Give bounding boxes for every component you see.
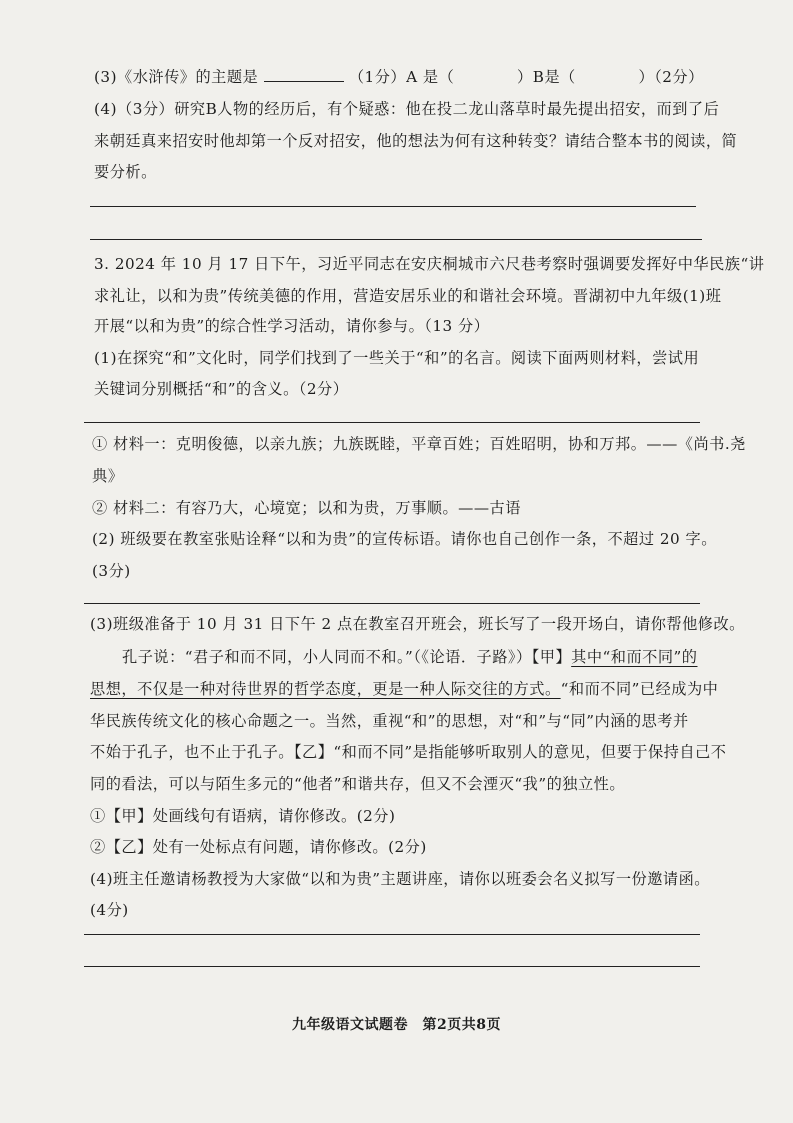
sub-question-2: ②【乙】处有一处标点有问题，请你修改。(2分) [90,838,427,856]
q2-part4-line1: (4)（3分）研究B人物的经历后，有个疑惑：他在投二龙山落草时最先提出招安，而到了后 [94,100,720,118]
answer-line[interactable] [84,934,700,935]
q3-part3-line1: (3)班级准备于 10 月 31 日下午 2 点在教室召开班会，班长写了一段开场白，请你帮他修改。 [90,615,745,633]
sub-question-1: ①【甲】处画线句有语病，请你修改。(2分) [90,807,396,825]
q3-part2-line2: (3分) [92,562,131,580]
q2-part3 [94,66,704,88]
passage-text: 孔子说：“君子和而不同，小人同而不和。”（《论语．子路》）【甲】 [122,648,572,666]
answer-blank[interactable] [264,67,344,82]
q3-intro-line1: 3. 2024 年 10 月 17 日下午，习近平同志在安庆桐城市六尺巷考察时强调要发挥好中华民族“讲 [94,255,765,273]
underlined-sentence: 思想，不仅是一种对待世界的哲学态度，更是一种人际交往的方式。 [90,680,561,698]
passage-line4: 不始于孔子，也不止于孔子。【乙】“和而不同”是指能够听取别人的意见，但要于保持自己不 [90,743,727,761]
q3-part2-line1: (2) 班级要在教室张贴诠释“以和为贵”的宣传标语。请你也自己创作一条，不超过 20 字。 [92,530,717,548]
passage-line5: 同的看法，可以与陌生多元的“他者”和谐共存，但又不会湮灭“我”的独立性。 [90,775,626,793]
answer-line[interactable] [84,603,700,604]
material-1-line2: 典》 [92,467,124,485]
q2-part4-line3: 要分析。 [94,163,157,181]
q3-part1-line1: (1)在探究“和”文化时，同学们找到了一些关于“和”的名言。阅读下面两则材料，尝试用 [94,349,700,367]
material-2: ② 材料二：有容乃大，心境宽；以和为贵，万事顺。——古语 [92,499,521,517]
passage-line1 [122,646,698,668]
answer-line[interactable] [90,206,696,207]
q3-intro-line3: 开展“以和为贵”的综合性学习活动，请你参与。（13 分） [94,317,490,335]
answer-line[interactable] [84,422,700,423]
answer-line[interactable] [84,966,700,967]
q3-part4-line1: (4)班主任邀请杨教授为大家做“以和为贵”主题讲座，请你以班委会名义拟写一份邀请函。 [90,870,710,888]
q2-part3-prefix: (3)《水浒传》的主题是 [94,68,259,86]
answer-line[interactable] [90,239,702,240]
passage-line2 [90,678,718,700]
q2-part4-line2: 来朝廷真来招安时他却第一个反对招安，他的想法为何有这种转变？请结合整本书的阅读，简 [94,132,738,150]
passage-text: “和而不同”已经成为中 [560,680,719,698]
q3-intro-line2: 求礼让，以和为贵”传统美德的作用，营造安居乐业的和谐社会环境。晋湖初中九年级(1)班 [94,287,722,305]
page-footer: 九年级语文试题卷 第2页共8页 [292,1017,501,1033]
q2-part3-suffix: （1分）A 是（ ）B是（ ）（2分） [348,68,704,86]
material-1-line1: ① 材料一：克明俊德，以亲九族；九族既睦，平章百姓；百姓昭明，协和万邦。——《尚书.尧 [92,435,746,453]
q3-part4-line2: (4分) [90,901,129,919]
q3-part1-line2: 关键词分别概括“和”的含义。（2分） [94,380,349,398]
underlined-sentence: 其中“和而不同”的 [571,648,698,666]
passage-line3: 华民族传统文化的核心命题之一。当然，重视“和”的思想，对“和”与“同”内涵的思考并 [90,712,689,730]
